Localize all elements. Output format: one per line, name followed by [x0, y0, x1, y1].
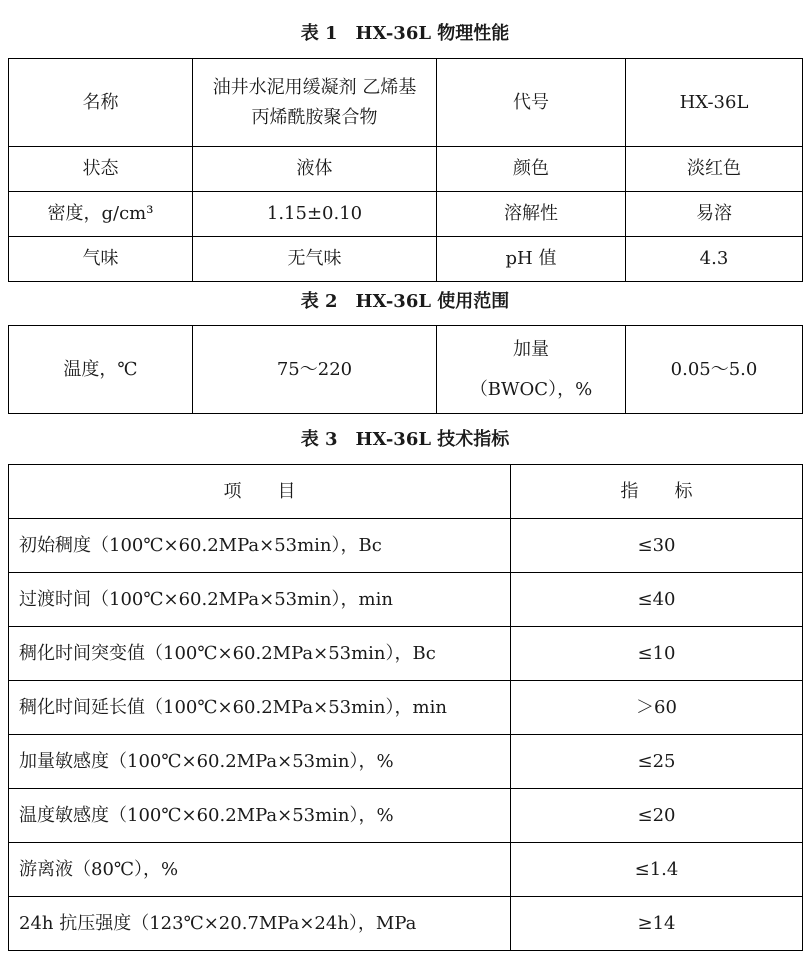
table-cell: ≤20 — [511, 789, 803, 843]
table-cell: 液体 — [193, 147, 437, 192]
table-row — [9, 681, 803, 735]
table-cell: 游离液（80℃），% — [9, 843, 511, 897]
table-cell: ≤30 — [511, 519, 803, 573]
table-row — [9, 192, 803, 237]
table-cell: 密度，g/cm³ — [9, 192, 193, 237]
column-header: 项 目 — [9, 465, 511, 519]
table-cell: 75～220 — [193, 326, 437, 414]
table-cell: 溶解性 — [437, 192, 626, 237]
table-cell: 油井水泥用缓凝剂 乙烯基丙烯酰胺聚合物 — [193, 59, 437, 147]
table-row — [9, 326, 803, 414]
table-cell: ≤40 — [511, 573, 803, 627]
table-cell: 过渡时间（100℃×60.2MPa×53min），min — [9, 573, 511, 627]
table2-usage-range — [8, 325, 803, 414]
table-cell: ≤25 — [511, 735, 803, 789]
table-cell: 初始稠度（100℃×60.2MPa×53min），Bc — [9, 519, 511, 573]
table-cell: HX-36L — [626, 59, 803, 147]
table-row — [9, 237, 803, 282]
table-cell: 颜色 — [437, 147, 626, 192]
table-row — [9, 627, 803, 681]
table-cell: 名称 — [9, 59, 193, 147]
table-cell: 易溶 — [626, 192, 803, 237]
table-cell: 无气味 — [193, 237, 437, 282]
table-cell: pH 值 — [437, 237, 626, 282]
table-row — [9, 735, 803, 789]
table-cell: 气味 — [9, 237, 193, 282]
table3-caption: 表 3 HX-36L 技术指标 — [300, 429, 510, 450]
table-cell: 状态 — [9, 147, 193, 192]
table-row — [9, 59, 803, 147]
table-cell: 代号 — [437, 59, 626, 147]
table-cell: 加量（BWOC），% — [437, 326, 626, 414]
table-cell: 1.15±0.10 — [193, 192, 437, 237]
table-cell: 温度，℃ — [9, 326, 193, 414]
table-row — [9, 573, 803, 627]
table-cell: ≤1.4 — [511, 843, 803, 897]
table-cell: 0.05～5.0 — [626, 326, 803, 414]
table-cell: 淡红色 — [626, 147, 803, 192]
table-row — [9, 843, 803, 897]
table-cell: ≤10 — [511, 627, 803, 681]
table-cell: 稠化时间突变值（100℃×60.2MPa×53min），Bc — [9, 627, 511, 681]
table-row — [9, 147, 803, 192]
table-cell: 加量敏感度（100℃×60.2MPa×53min），% — [9, 735, 511, 789]
table-header-row — [9, 465, 803, 519]
table2-caption: 表 2 HX-36L 使用范围 — [300, 291, 510, 312]
table1-caption: 表 1 HX-36L 物理性能 — [300, 23, 510, 44]
table-cell: ＞60 — [511, 681, 803, 735]
table-cell: 温度敏感度（100℃×60.2MPa×53min），% — [9, 789, 511, 843]
table-cell: ≥14 — [511, 897, 803, 951]
column-header: 指 标 — [511, 465, 803, 519]
table-row — [9, 897, 803, 951]
table-cell: 24h 抗压强度（123℃×20.7MPa×24h），MPa — [9, 897, 511, 951]
table-row — [9, 519, 803, 573]
table-cell: 4.3 — [626, 237, 803, 282]
table-row — [9, 789, 803, 843]
table1-physical-properties — [8, 58, 803, 282]
table-cell: 稠化时间延长值（100℃×60.2MPa×53min），min — [9, 681, 511, 735]
table3-technical-indicators — [8, 464, 803, 951]
